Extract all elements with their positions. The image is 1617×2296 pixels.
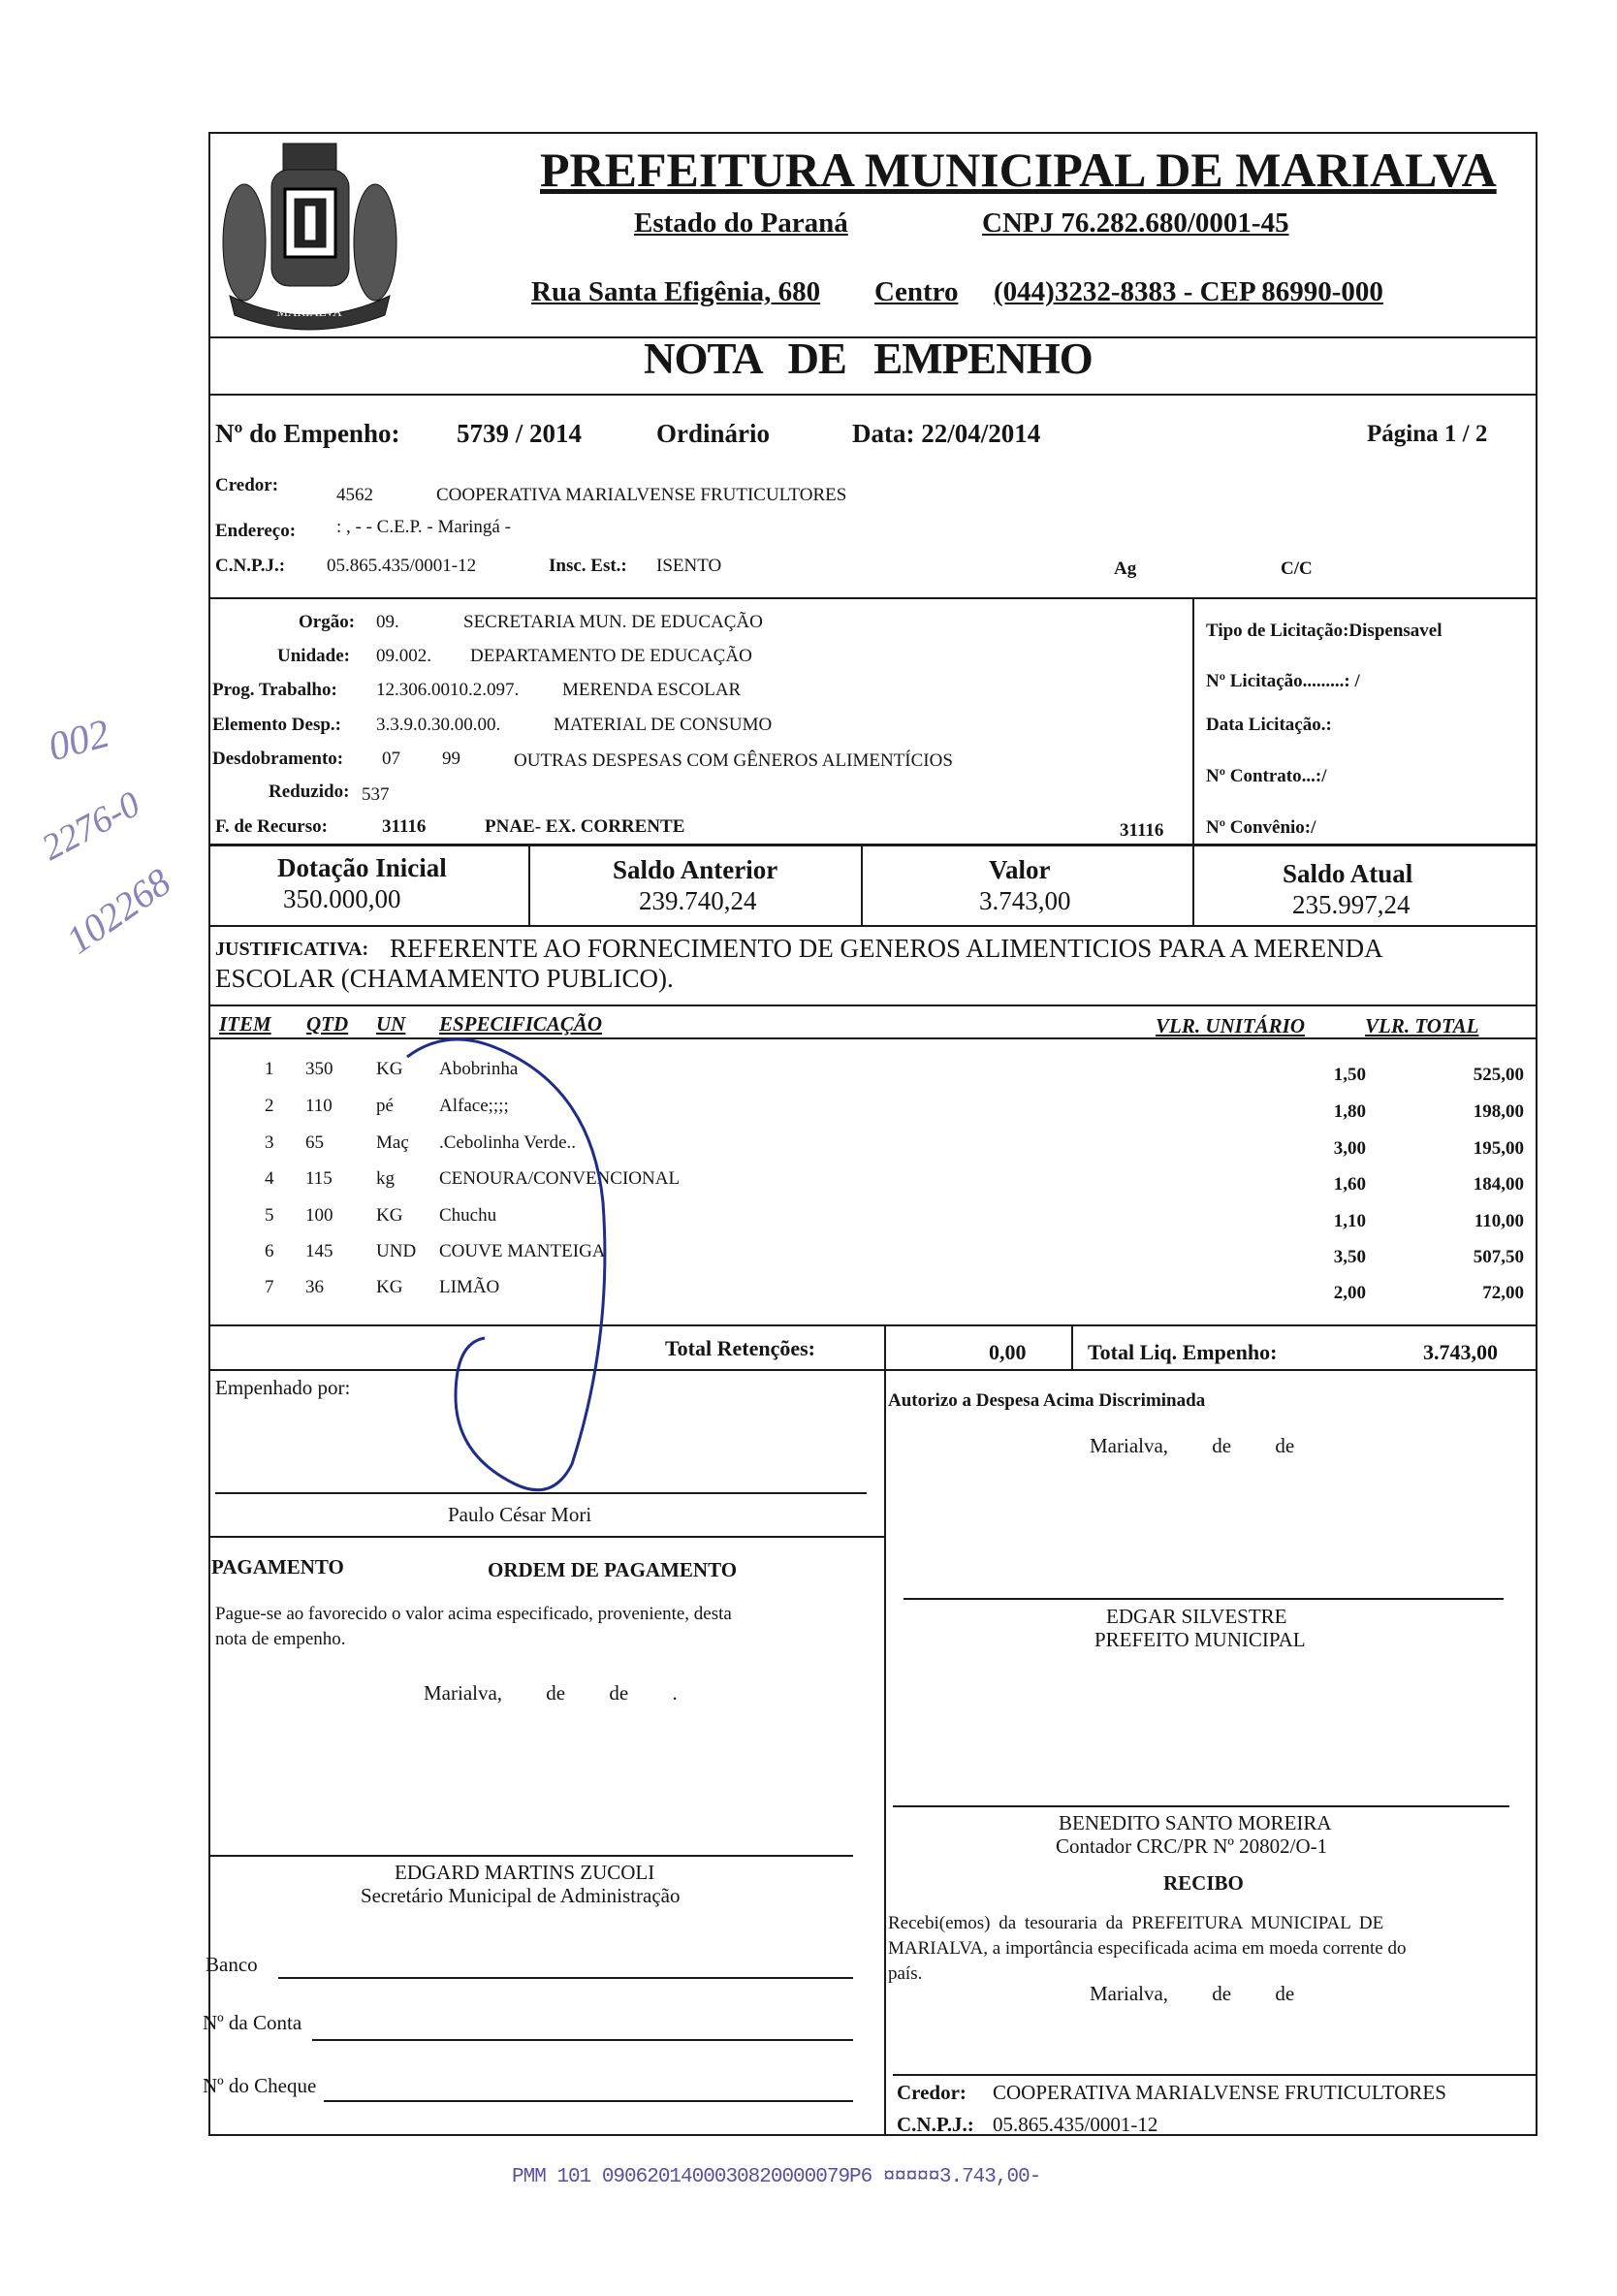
dotacao-value: 350.000,00 — [283, 884, 401, 913]
item-total: 525,00 — [1473, 1065, 1524, 1085]
recibo-label: RECIBO — [1163, 1871, 1244, 1895]
item-number: 2 — [265, 1096, 274, 1116]
orgao-name: SECRETARIA MUN. DE EDUCAÇÃO — [463, 612, 763, 632]
licitacao-type: Tipo de Licitação:Dispensavel — [1206, 621, 1443, 641]
col-espec-header: ESPECIFICAÇÃO — [439, 1012, 603, 1036]
cnpj-footer-label: C.N.P.J.: — [897, 2113, 974, 2136]
saldo-atual-value: 235.997,24 — [1292, 890, 1411, 919]
desdobramento-label: Desdobramento: — [212, 749, 344, 769]
secretario-label: Secretário Municipal de Administração — [361, 1884, 681, 1907]
item-qtd: 36 — [305, 1277, 324, 1297]
district-label: Centro — [874, 276, 959, 307]
col-total-header: VLR. TOTAL — [1365, 1014, 1479, 1037]
insc-value: ISENTO — [656, 556, 722, 576]
col-un-header: UN — [376, 1012, 406, 1036]
cnpj-footer-value: 05.865.435/0001-12 — [993, 2113, 1158, 2136]
pagamento-label: PAGAMENTO — [211, 1555, 344, 1578]
credor-footer-name: COOPERATIVA MARIALVENSE FRUTICULTORES — [993, 2081, 1446, 2104]
item-total: 507,50 — [1473, 1247, 1524, 1267]
justificativa-line-1: REFERENTE AO FORNECIMENTO DE GENEROS ALIMENTICIOS PARA A MERENDA — [390, 934, 1383, 963]
prog-name: MERENDA ESCOLAR — [562, 680, 742, 700]
creditor-label: Credor: — [215, 475, 279, 495]
licitacao-number: Nº Licitação.........: / — [1206, 671, 1360, 691]
reduzido-label: Reduzido: — [269, 781, 350, 802]
banco-label: Banco — [206, 1953, 258, 1976]
machine-code: PMM 101 0906201400030820000079P6 ¤¤¤¤¤3.743,00- — [512, 2166, 1041, 2188]
page-number: Página 1 / 2 — [1367, 421, 1488, 447]
recurso-code-2: 31116 — [1120, 820, 1164, 841]
elemento-code: 3.3.9.0.30.00.00. — [376, 715, 501, 735]
item-qtd: 100 — [305, 1205, 333, 1226]
contador-label: Contador CRC/PR Nº 20802/O-1 — [1056, 1834, 1328, 1858]
item-unit: 3,50 — [1333, 1247, 1366, 1267]
creditor-name: COOPERATIVA MARIALVENSE FRUTICULTORES — [436, 485, 847, 505]
orgao-code: 09. — [376, 612, 399, 632]
page-title: PREFEITURA MUNICIPAL DE MARIALVA — [540, 143, 1497, 197]
marialva-date-1: Marialva, de de — [1090, 1434, 1295, 1457]
ordem-label: ORDEM DE PAGAMENTO — [488, 1558, 738, 1581]
col-unit-header: VLR. UNITÁRIO — [1156, 1014, 1306, 1037]
item-number: 1 — [265, 1059, 274, 1079]
item-un: UND — [376, 1241, 417, 1261]
licitacao-date: Data Licitação.: — [1206, 715, 1332, 735]
item-total: 110,00 — [1474, 1211, 1524, 1231]
item-unit: 2,00 — [1333, 1283, 1366, 1303]
address-label: Endereço: — [215, 521, 297, 541]
item-qtd: 145 — [305, 1241, 333, 1261]
item-un: KG — [376, 1205, 403, 1226]
item-un: KG — [376, 1059, 403, 1079]
saldo-anterior-value: 239.740,24 — [639, 886, 757, 915]
cnpj-label: CNPJ 76.282.680/0001-45 — [982, 207, 1289, 239]
item-un: Maç — [376, 1132, 409, 1153]
item-total: 195,00 — [1473, 1138, 1524, 1159]
item-qtd: 115 — [305, 1168, 333, 1189]
contract-number: Nº Contrato...:/ — [1206, 766, 1327, 786]
retencoes-label: Total Retenções: — [665, 1336, 815, 1360]
handwritten-note-2: 2276-0 — [35, 783, 147, 869]
edgard-zucoli: EDGARD MARTINS ZUCOLI — [395, 1861, 655, 1884]
desdobramento-name: OUTRAS DESPESAS COM GÊNEROS ALIMENTÍCIOS — [514, 750, 953, 771]
dotacao-label: Dotação Inicial — [277, 853, 447, 882]
item-un: KG — [376, 1277, 403, 1297]
item-unit: 1,60 — [1333, 1174, 1366, 1195]
col-qtd-header: QTD — [306, 1012, 349, 1036]
marialva-date-3: Marialva, de de — [1090, 1982, 1295, 2005]
justificativa-label: JUSTIFICATIVA: — [215, 939, 369, 960]
recurso-code: 31116 — [382, 816, 427, 837]
reduzido-value: 537 — [362, 784, 390, 805]
unidade-name: DEPARTAMENTO DE EDUCAÇÃO — [470, 646, 752, 666]
item-espec: Alface;;;; — [439, 1096, 509, 1116]
item-number: 6 — [265, 1241, 274, 1261]
item-espec: Abobrinha — [439, 1059, 519, 1079]
empenho-number: 5739 / 2014 — [457, 419, 583, 448]
item-qtd: 65 — [305, 1132, 324, 1153]
paulo-name: Paulo César Mori — [448, 1503, 592, 1526]
creditor-code: 4562 — [336, 485, 373, 505]
recibo-line-2: MARIALVA, a importância especificada acima em moeda corrente do — [888, 1938, 1407, 1959]
address-value: : , - - C.E.P. - Maringá - — [336, 517, 511, 537]
retencoes-value: 0,00 — [989, 1340, 1027, 1364]
prog-code: 12.306.0010.2.097. — [376, 680, 520, 700]
recibo-line-3: país. — [888, 1963, 923, 1984]
desdobramento-code-2: 99 — [442, 749, 460, 769]
item-qtd: 350 — [305, 1059, 333, 1079]
insc-label: Insc. Est.: — [549, 556, 627, 576]
item-total: 72,00 — [1482, 1283, 1524, 1303]
item-espec: COUVE MANTEIGA — [439, 1241, 606, 1261]
unidade-code: 09.002. — [376, 646, 431, 666]
item-qtd: 110 — [305, 1096, 333, 1116]
prefeito-label: PREFEITO MUNICIPAL — [1094, 1628, 1306, 1651]
liquido-value: 3.743,00 — [1423, 1340, 1498, 1364]
municipal-coat-of-arms — [215, 136, 404, 335]
recurso-label: F. de Recurso: — [215, 816, 328, 837]
item-unit: 1,10 — [1333, 1211, 1366, 1231]
justificativa-line-2: ESCOLAR (CHAMAMENTO PUBLICO). — [215, 964, 674, 993]
edgar-silvestre: EDGAR SILVESTRE — [1106, 1605, 1287, 1628]
desdobramento-code-1: 07 — [382, 749, 400, 769]
item-total: 198,00 — [1473, 1101, 1524, 1122]
benedito-name: BENEDITO SANTO MOREIRA — [1059, 1811, 1332, 1834]
item-number: 4 — [265, 1168, 274, 1189]
phone-cep-label: (044)3232-8383 - CEP 86990-000 — [994, 276, 1383, 307]
empenho-number-label: Nº do Empenho: — [215, 419, 400, 448]
elemento-name: MATERIAL DE CONSUMO — [554, 715, 773, 735]
item-un: pé — [376, 1096, 394, 1116]
state-label: Estado do Paraná — [634, 207, 848, 239]
autorizo-label: Autorizo a Despesa Acima Discriminada — [888, 1390, 1206, 1411]
document-title: NOTA DE EMPENHO — [644, 335, 1093, 383]
recurso-name: PNAE- EX. CORRENTE — [485, 816, 685, 837]
marialva-date-2: Marialva, de de . — [424, 1681, 678, 1705]
cheque-label: Nº do Cheque — [203, 2074, 317, 2097]
empenhado-por-label: Empenhado por: — [215, 1376, 351, 1399]
recibo-line-1: Recebi(emos) da tesouraria da PREFEITURA MUNICIPAL DE — [888, 1913, 1384, 1933]
item-espec: .Cebolinha Verde.. — [439, 1132, 577, 1153]
empenho-date: Data: 22/04/2014 — [852, 419, 1041, 448]
signature-scribble — [388, 1008, 640, 1513]
prog-label: Prog. Trabalho: — [212, 680, 337, 700]
valor-label: Valor — [989, 855, 1051, 884]
pague-line-2: nota de empenho. — [215, 1629, 346, 1649]
item-unit: 3,00 — [1333, 1138, 1366, 1159]
credor-footer-label: Credor: — [897, 2081, 967, 2104]
elemento-label: Elemento Desp.: — [212, 715, 341, 735]
conta-label: Nº da Conta — [203, 2011, 302, 2034]
item-unit: 1,80 — [1333, 1101, 1366, 1122]
col-item-header: ITEM — [219, 1012, 271, 1036]
item-espec: Chuchu — [439, 1205, 497, 1226]
handwritten-note-3: 102268 — [57, 859, 179, 963]
item-number: 5 — [265, 1205, 274, 1226]
unidade-label: Unidade: — [277, 646, 350, 666]
empenho-kind: Ordinário — [656, 419, 771, 448]
item-unit: 1,50 — [1333, 1065, 1366, 1085]
saldo-anterior-label: Saldo Anterior — [613, 855, 778, 884]
valor-value: 3.743,00 — [979, 886, 1071, 915]
creditor-cnpj-label: C.N.P.J.: — [215, 556, 286, 576]
item-total: 184,00 — [1473, 1174, 1524, 1195]
handwritten-note-1: 002 — [44, 711, 114, 771]
convenio-number: Nº Convênio:/ — [1206, 817, 1316, 838]
creditor-cnpj: 05.865.435/0001-12 — [327, 556, 477, 576]
item-number: 7 — [265, 1277, 274, 1297]
item-espec: CENOURA/CONVENCIONAL — [439, 1168, 681, 1189]
item-un: kg — [376, 1168, 395, 1189]
account-label: C/C — [1281, 558, 1313, 579]
pague-line-1: Pague-se ao favorecido o valor acima especificado, proveniente, desta — [215, 1604, 732, 1624]
street-label: Rua Santa Efigênia, 680 — [531, 276, 821, 307]
saldo-atual-label: Saldo Atual — [1283, 859, 1413, 888]
agency-label: Ag — [1114, 558, 1137, 579]
svg-text:MARIALVA: MARIALVA — [276, 304, 342, 319]
liquido-label: Total Liq. Empenho: — [1088, 1340, 1278, 1364]
orgao-label: Orgão: — [299, 612, 356, 632]
item-espec: LIMÃO — [439, 1277, 500, 1297]
item-number: 3 — [265, 1132, 274, 1153]
